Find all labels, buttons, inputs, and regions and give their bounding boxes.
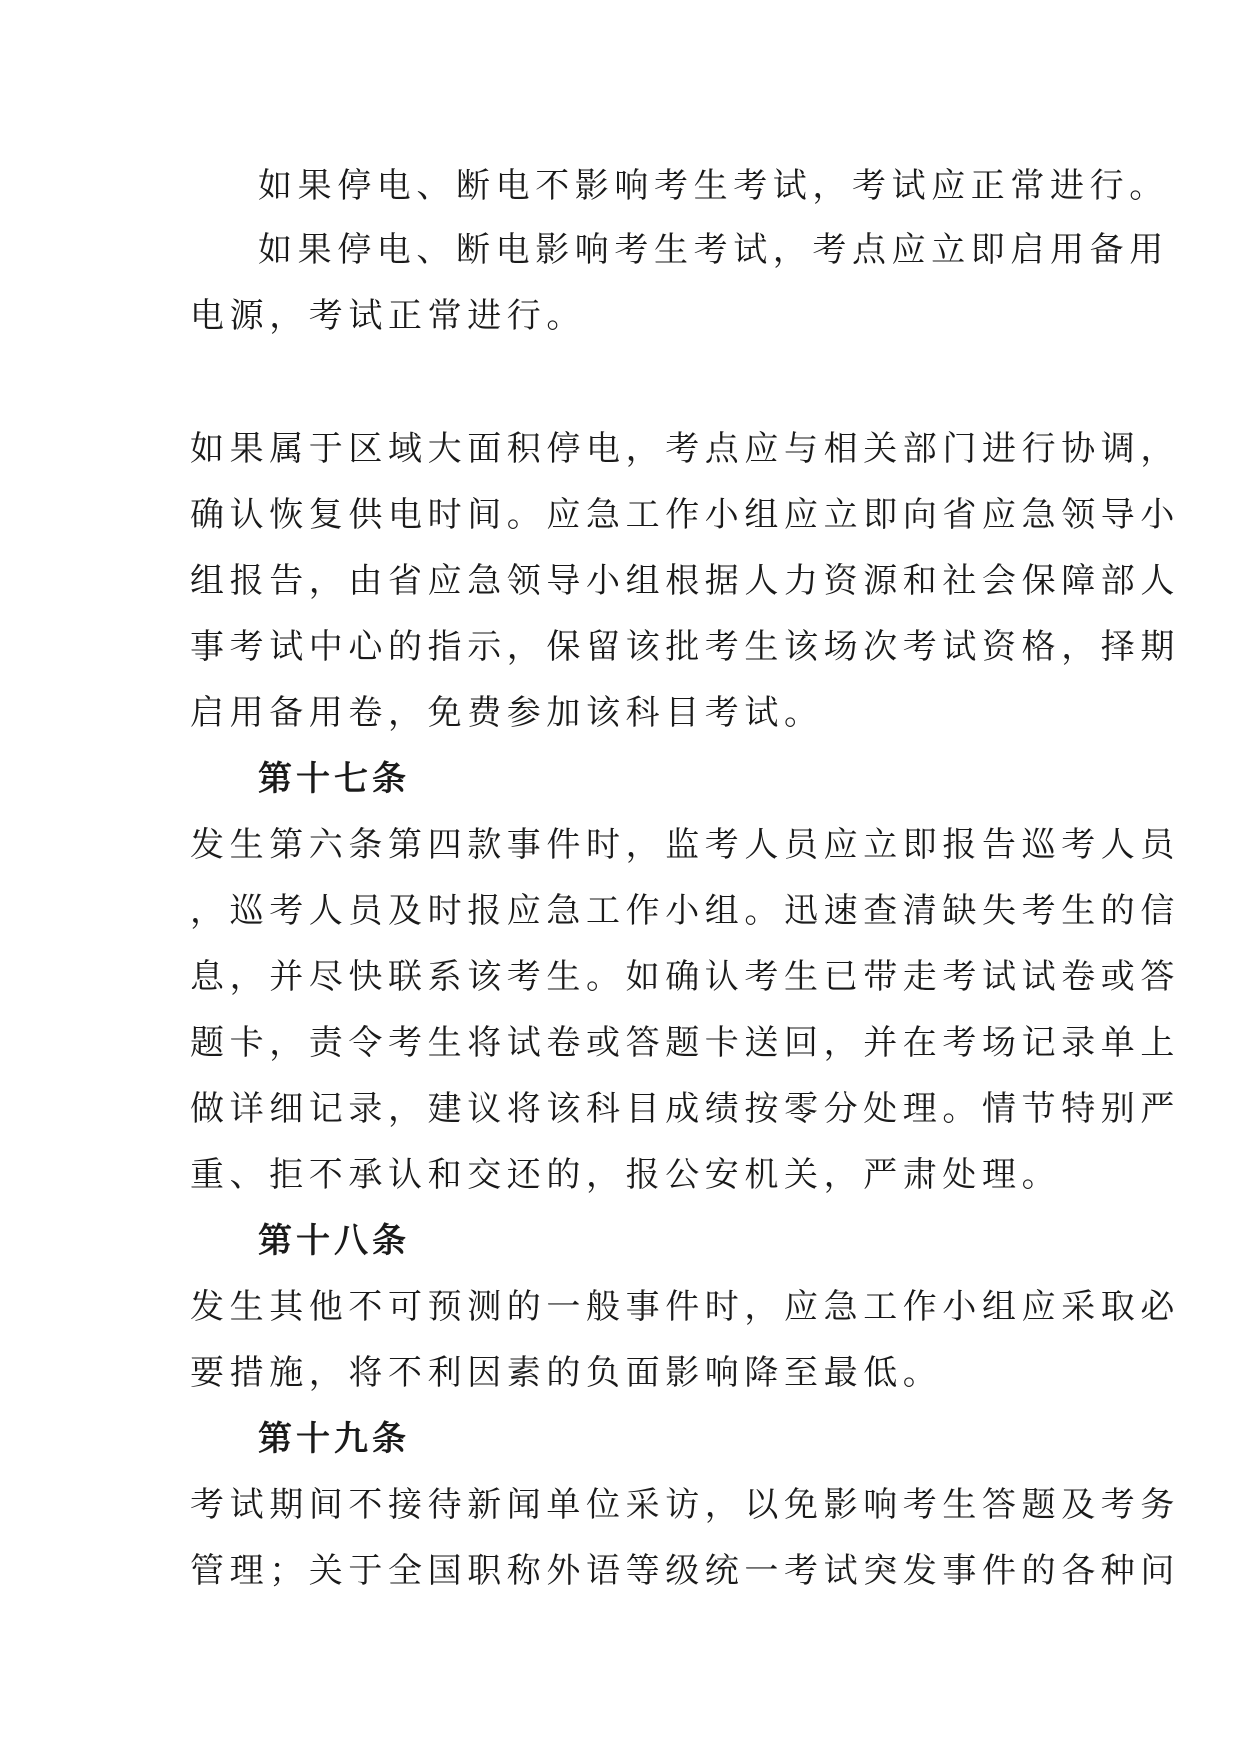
article-17-line: 重、拒不承认和交还的，报公安机关，严肃处理。 [190, 1155, 1062, 1195]
paragraph-regional-outage-line: 组报告，由省应急领导小组根据人力资源和社会保障部人 [190, 561, 1180, 601]
paragraph-power-outage-no-impact: 如果停电、断电不影响考生考试，考试应正常进行。 [258, 166, 1169, 206]
article-17-heading: 第十七条 [258, 759, 410, 799]
article-18-heading: 第十八条 [258, 1221, 410, 1261]
article-19-line: 考试期间不接待新闻单位采访，以免影响考生答题及考务 [190, 1485, 1180, 1525]
paragraph-regional-outage-line: 如果属于区域大面积停电，考点应与相关部门进行协调， [190, 429, 1180, 469]
article-17-line: 题卡，责令考生将试卷或答题卡送回，并在考场记录单上 [190, 1023, 1180, 1063]
paragraph-regional-outage-line: 启用备用卷，免费参加该科目考试。 [190, 693, 824, 733]
article-19-line: 管理；关于全国职称外语等级统一考试突发事件的各种问 [190, 1551, 1180, 1591]
paragraph-regional-outage-line: 确认恢复供电时间。应急工作小组应立即向省应急领导小 [190, 495, 1180, 535]
paragraph-regional-outage-line: 事考试中心的指示，保留该批考生该场次考试资格，择期 [190, 627, 1180, 667]
article-17-line: 息，并尽快联系该考生。如确认考生已带走考试试卷或答 [190, 957, 1180, 997]
paragraph-power-outage-impact-line: 如果停电、断电影响考生考试，考点应立即启用备用 [258, 230, 1169, 270]
article-17-line: 做详细记录，建议将该科目成绩按零分处理。情节特别严 [190, 1089, 1180, 1129]
article-18-line: 发生其他不可预测的一般事件时，应急工作小组应采取必 [190, 1287, 1180, 1327]
article-18-line: 要措施，将不利因素的负面影响降至最低。 [190, 1353, 943, 1393]
paragraph-power-outage-impact-line: 电源，考试正常进行。 [190, 296, 586, 336]
article-19-heading: 第十九条 [258, 1419, 410, 1459]
article-17-line: ，巡考人员及时报应急工作小组。迅速查清缺失考生的信 [190, 891, 1180, 931]
article-17-line: 发生第六条第四款事件时，监考人员应立即报告巡考人员 [190, 825, 1180, 865]
